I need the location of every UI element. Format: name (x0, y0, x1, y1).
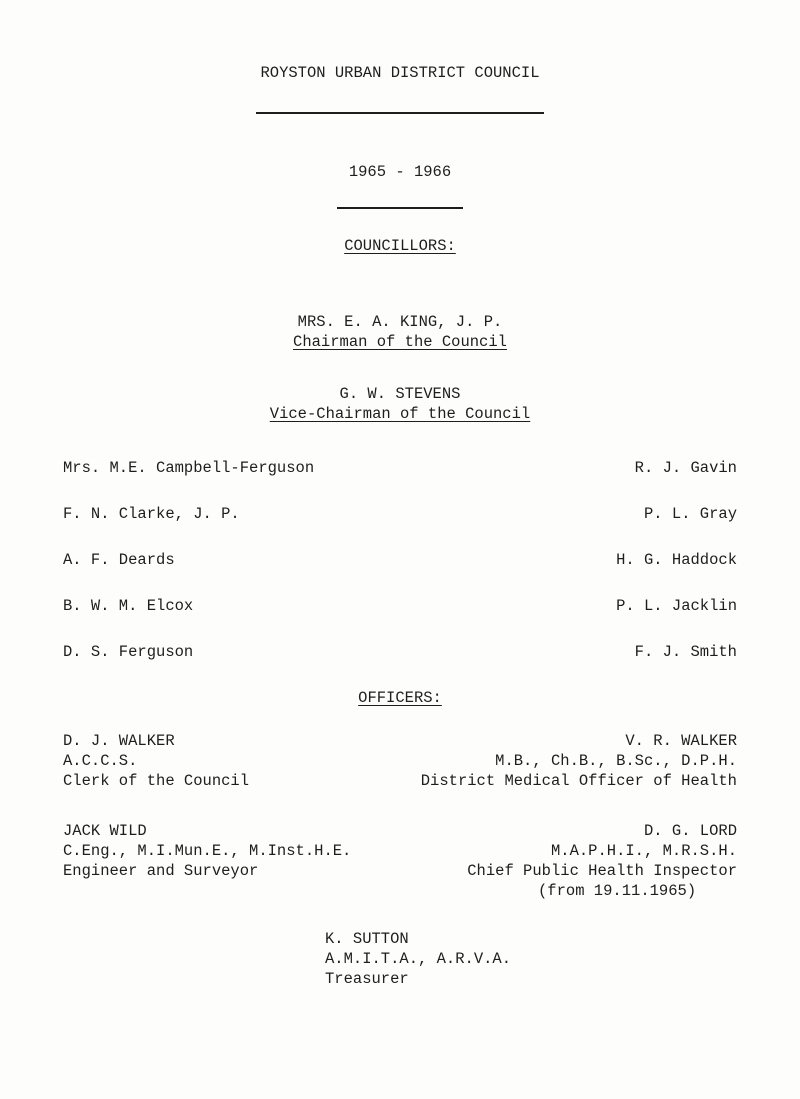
officer-role: Treasurer (325, 970, 409, 988)
officer-note: (from 19.11.1965) (538, 882, 697, 900)
officer-qualifications: A.C.C.S. (63, 752, 138, 770)
councillor-name: A. F. Deards (63, 551, 175, 569)
vice-chairman-role: Vice-Chairman of the Council (269, 405, 531, 423)
officer-qualifications: M.A.P.H.I., M.R.S.H. (550, 842, 737, 860)
councillor-name: P. L. Jacklin (616, 597, 737, 615)
officer-qualifications: M.B., Ch.B., B.Sc., D.P.H. (495, 752, 737, 770)
councillor-name: Mrs. M.E. Campbell-Ferguson (63, 459, 315, 477)
officer-role: District Medical Officer of Health (420, 772, 737, 790)
officer-name: JACK WILD (63, 822, 147, 840)
councillor-name: D. S. Ferguson (63, 643, 194, 661)
councillor-name: F. J. Smith (634, 643, 737, 661)
officer-name: D. G. LORD (643, 822, 737, 840)
councillor-name: H. G. Haddock (616, 551, 737, 569)
years-heading: 1965 - 1966 (348, 163, 452, 181)
councillor-name: R. J. Gavin (634, 459, 737, 477)
officer-qualifications: A.M.I.T.A., A.R.V.A. (325, 950, 512, 968)
years-divider (337, 207, 463, 209)
chairman-name: MRS. E. A. KING, J. P. (297, 313, 503, 331)
vice-chairman-name: G. W. STEVENS (339, 385, 461, 403)
officer-role: Chief Public Health Inspector (467, 862, 737, 880)
officer-name: D. J. WALKER (63, 732, 175, 750)
chairman-role: Chairman of the Council (293, 333, 507, 351)
councillor-name: P. L. Gray (643, 505, 737, 523)
officer-role: Clerk of the Council (63, 772, 250, 790)
header-divider (256, 112, 544, 114)
officers-heading: OFFICERS: (358, 689, 442, 707)
councillor-name: B. W. M. Elcox (63, 597, 194, 615)
officer-qualifications: C.Eng., M.I.Mun.E., M.Inst.H.E. (63, 842, 352, 860)
officer-name: K. SUTTON (325, 930, 409, 948)
councillors-heading: COUNCILLORS: (344, 237, 456, 255)
council-title: ROYSTON URBAN DISTRICT COUNCIL (260, 64, 540, 82)
councillor-name: F. N. Clarke, J. P. (63, 505, 240, 523)
officer-role: Engineer and Surveyor (63, 862, 259, 880)
officer-name: V. R. WALKER (625, 732, 737, 750)
